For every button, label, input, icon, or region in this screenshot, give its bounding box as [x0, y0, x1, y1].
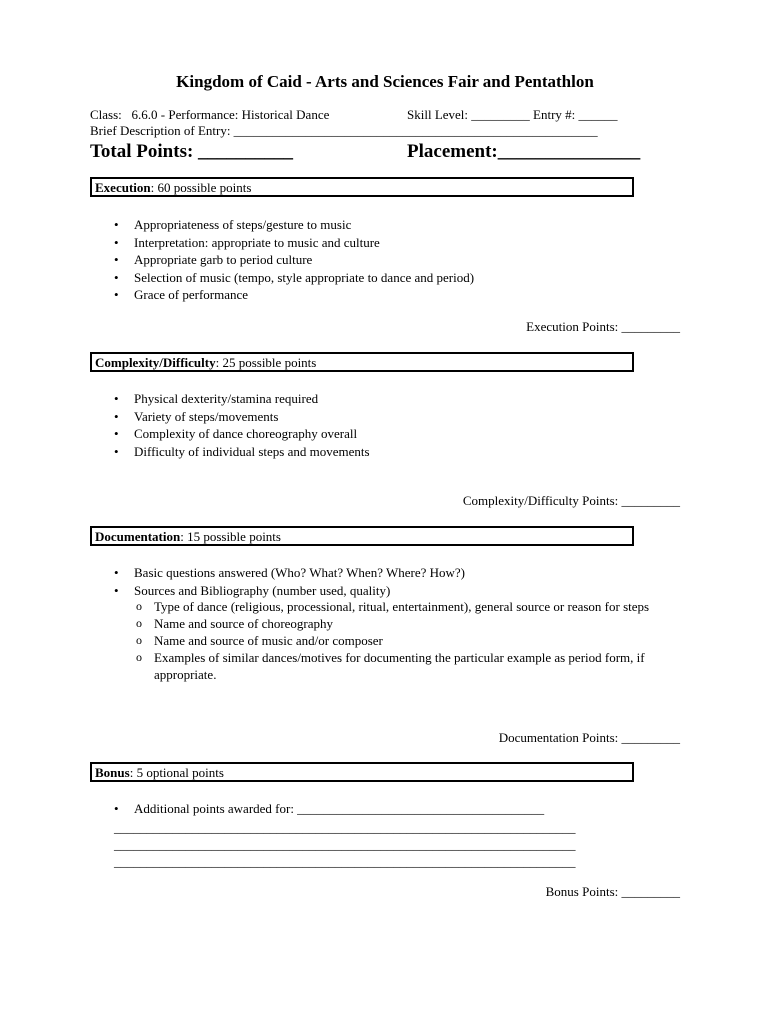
page-title: Kingdom of Caid - Arts and Sciences Fair and Pentathlon [176, 72, 594, 91]
class-value: 6.6.0 - Performance: Historical Dance [131, 107, 330, 122]
sub-list-item: o Name and source of choreography [132, 615, 674, 632]
list-item: • Difficulty of individual steps and movements [90, 443, 370, 461]
documentation-points-field[interactable]: Documentation Points: _________ [498, 730, 680, 745]
documentation-heading: Documentation [95, 529, 181, 544]
bonus-heading-box [90, 762, 634, 782]
documentation-sublist [132, 598, 674, 683]
list-item: • Appropriateness of steps/gesture to music [90, 216, 474, 234]
execution-heading-box [90, 177, 634, 197]
sub-list-item: o Examples of similar dances/motives for documenting the particular example as period form, if appropriate. [132, 649, 674, 683]
entry-number-field[interactable]: Entry #: ______ [533, 107, 618, 122]
list-item: • Physical dexterity/stamina required [90, 390, 370, 408]
brief-description-field[interactable]: Brief Description of Entry: ________________________________________________________ [90, 123, 598, 138]
documentation-possible-points: : 15 possible points [180, 529, 281, 544]
execution-criteria-list [90, 216, 474, 304]
bonus-list [90, 800, 544, 818]
bonus-optional-points: : 5 optional points [129, 765, 224, 780]
complexity-points-field[interactable]: Complexity/Difficulty Points: _________ [462, 493, 680, 508]
total-points-field[interactable]: Total Points: __________ [90, 141, 294, 162]
bonus-additional-points-field[interactable]: • Additional points awarded for: ______________________________________ [90, 800, 544, 818]
list-item: • Complexity of dance choreography overall [90, 425, 370, 443]
list-item: • Sources and Bibliography (number used, quality) [90, 582, 465, 600]
sub-list-item: o Type of dance (religious, processional, ritual, entertainment), general source or reason for steps [132, 598, 674, 615]
complexity-heading: Complexity/Difficulty [95, 355, 216, 370]
bonus-heading: Bonus [95, 765, 130, 780]
class-field [90, 107, 329, 123]
class-label: Class: [90, 107, 122, 122]
list-item: • Basic questions answered (Who? What? When? Where? How?) [90, 564, 465, 582]
complexity-criteria-list [90, 390, 370, 460]
bonus-blank-line[interactable]: _______________________________________________________________________ [114, 820, 576, 835]
bonus-blank-line[interactable]: _______________________________________________________________________ [114, 837, 576, 852]
list-item: • Appropriate garb to period culture [90, 251, 474, 269]
list-item: • Variety of steps/movements [90, 408, 370, 426]
complexity-heading-box [90, 352, 634, 372]
complexity-possible-points: : 25 possible points [215, 355, 317, 370]
execution-heading: Execution [95, 180, 151, 195]
skill-entry-field [407, 107, 618, 123]
list-item: • Interpretation: appropriate to music and culture [90, 234, 474, 252]
execution-points-field[interactable]: Execution Points: _________ [526, 319, 680, 334]
bonus-points-field[interactable]: Bonus Points: _________ [545, 884, 680, 899]
placement-field[interactable]: Placement:_______________ [407, 141, 641, 162]
list-item: • Selection of music (tempo, style appropriate to dance and period) [90, 269, 474, 287]
list-item: • Grace of performance [90, 286, 474, 304]
documentation-heading-box [90, 526, 634, 546]
documentation-criteria-list [90, 564, 465, 599]
sub-list-item: o Name and source of music and/or composer [132, 632, 674, 649]
skill-level-field[interactable]: Skill Level: _________ [407, 107, 530, 122]
bonus-blank-line[interactable]: _______________________________________________________________________ [114, 854, 576, 869]
execution-possible-points: : 60 possible points [150, 180, 252, 195]
